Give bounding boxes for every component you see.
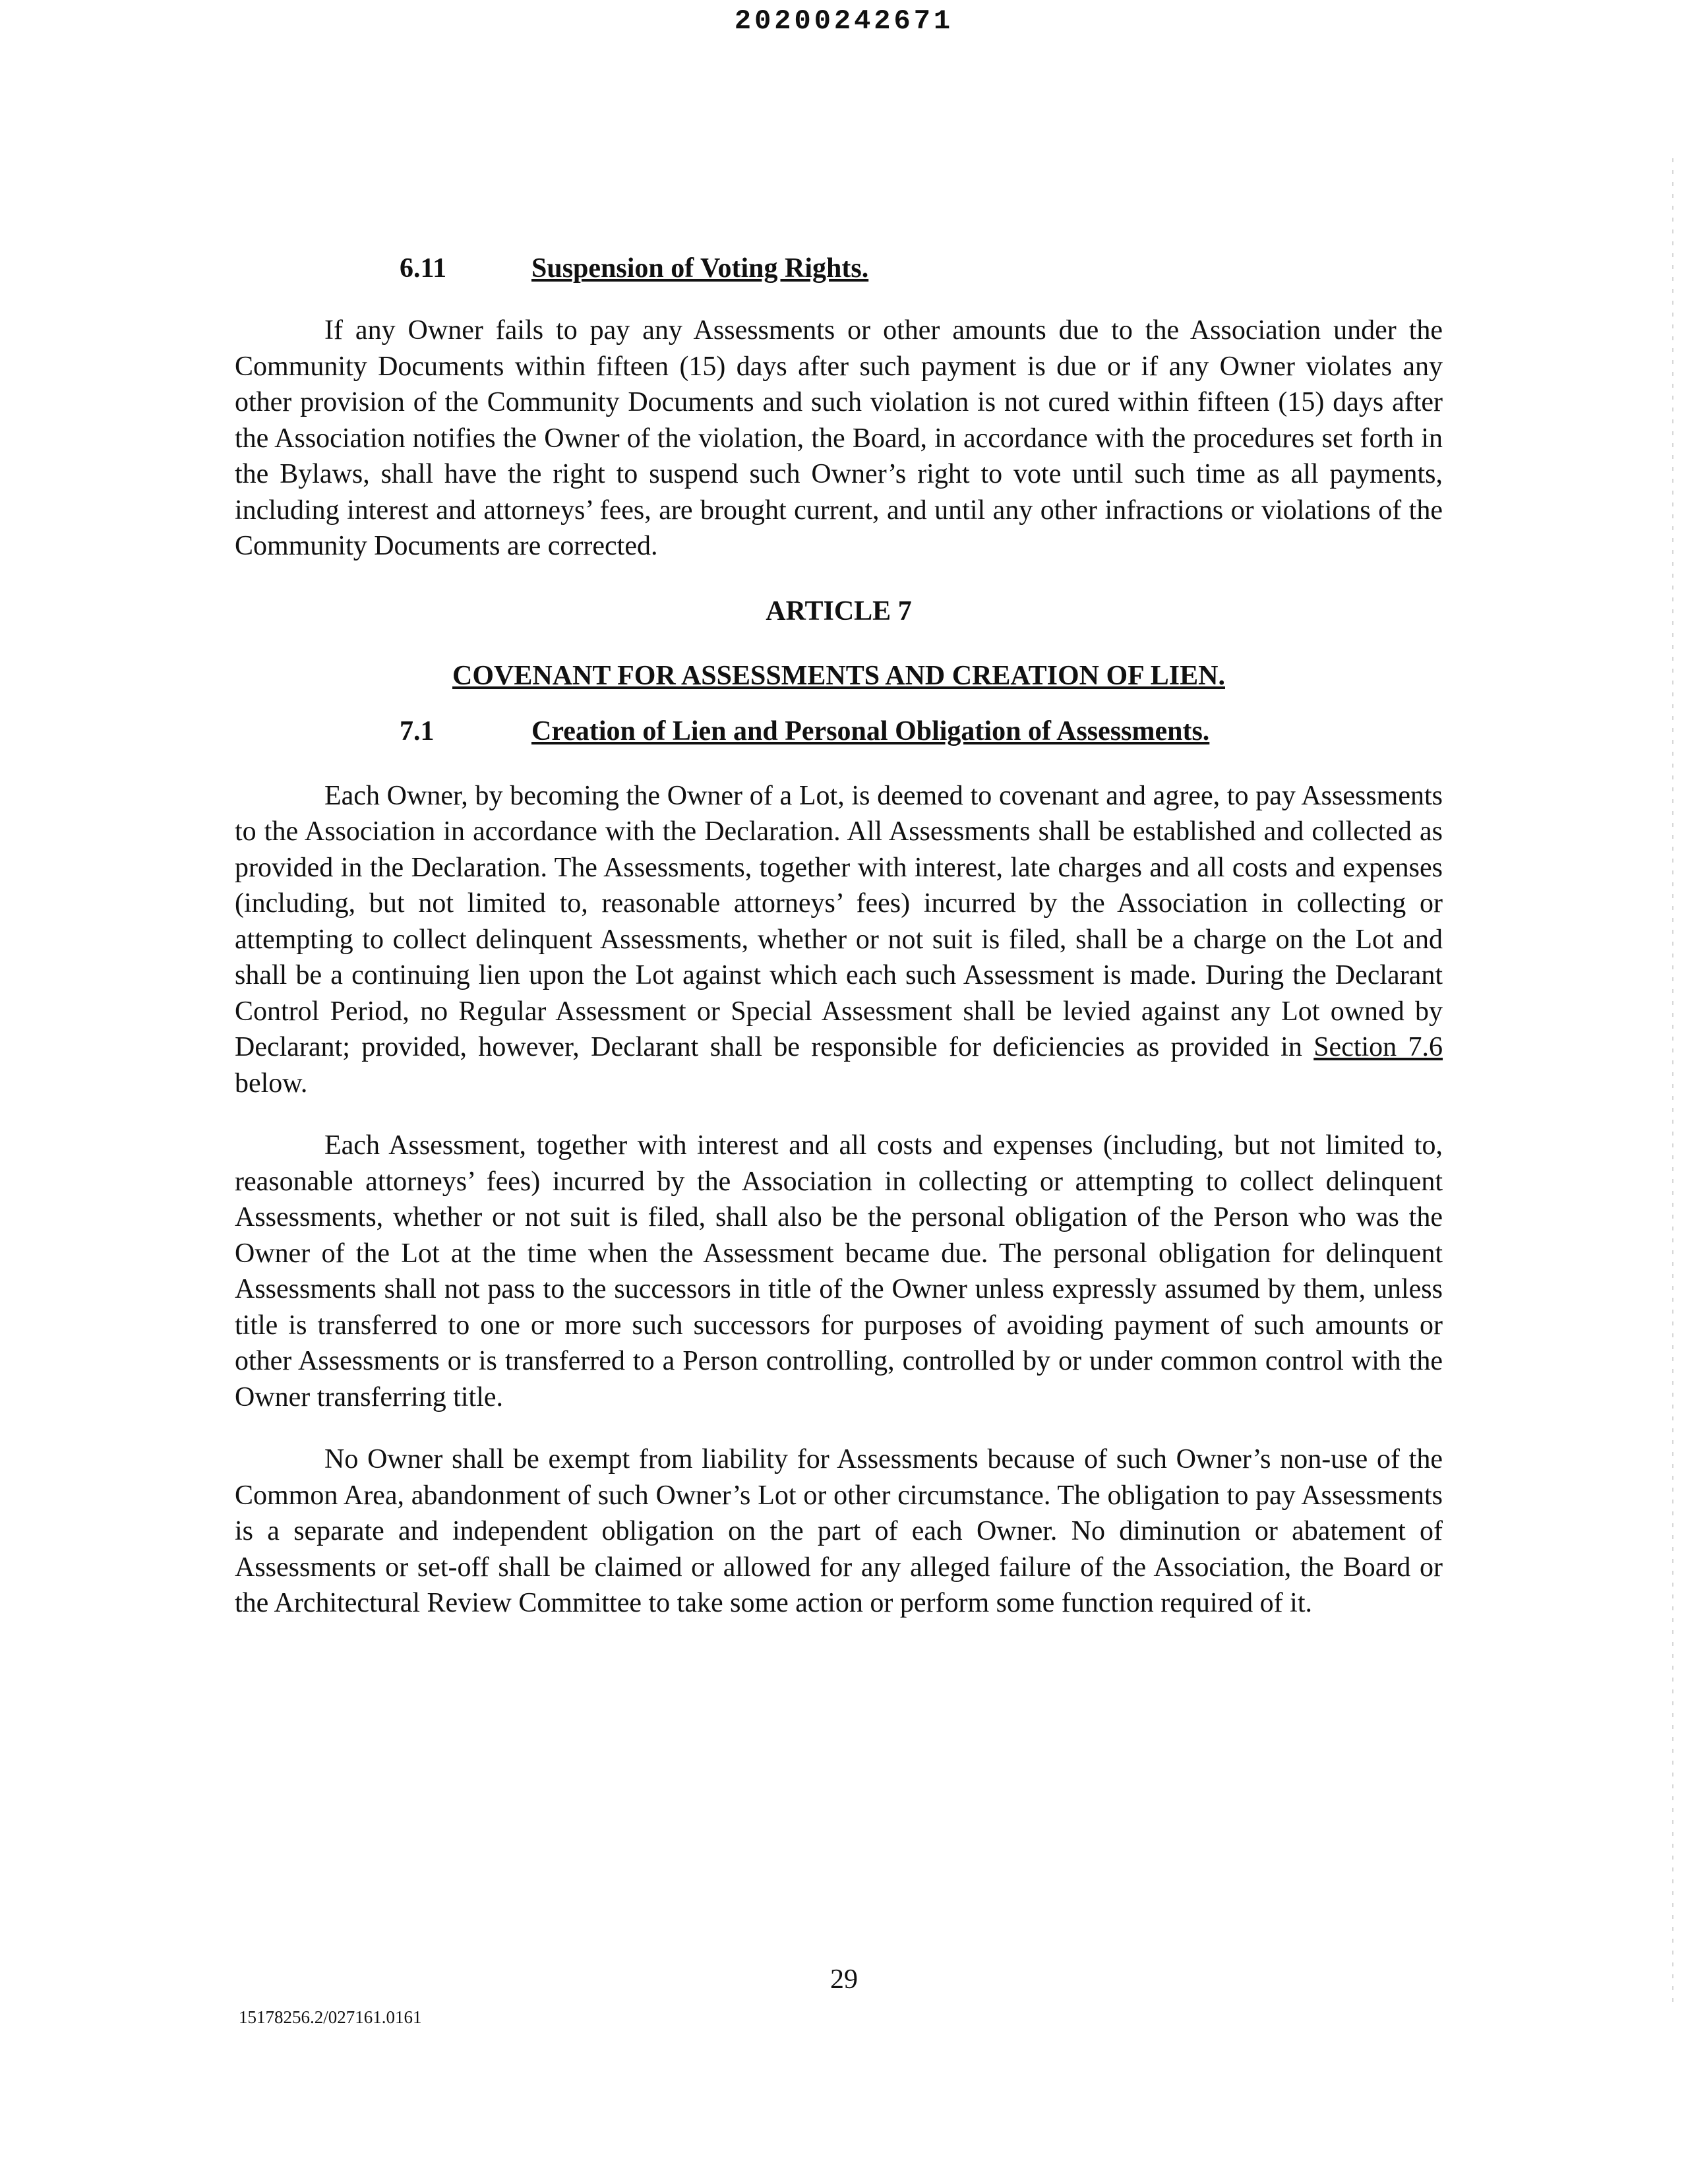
article-label: ARTICLE 7: [766, 595, 912, 626]
document-id: 15178256.2/027161.0161: [239, 2007, 422, 2027]
paragraph-text: Each Owner, by becoming the Owner of a Lot, is deemed to covenant and agree, to pay Assessments to the Association in accordance with the Declaration. All Assessments shall be established and collected as provided in the Declaration. The Assessments, together with interest, late charges and all costs and expenses (including, but not limited to, reasonable attorneys’ fees) incurred by the Association in collecting or attempting to collect delinquent Assessments, whether or not suit is filed, shall be a charge on the Lot and shall be a continuing lien upon the Lot against which each such Assessment is made. During the Declarant Control Period, no Regular Assessment or Special Assessment shall be levied against any Lot owned by Declarant; provided, however, Declarant shall be responsible for deficiencies as provided in: [235, 780, 1443, 1062]
section-6-11-heading: [235, 251, 1443, 286]
section-6-11-paragraph: If any Owner fails to pay any Assessments or other amounts due to the Association under the Community Documents within fifteen (15) days after such payment is due or if any Owner violates any other provision of the Community Documents and such violation is not cured within fifteen (15) days after the Association notifies the Owner of the violation, the Board, in accordance with the procedures set forth in the Bylaws, shall have the right to suspend such Owner’s right to vote until such time as all payments, including interest and attorneys’ fees, are brought current, and until any other infractions or violations of the Community Documents are corrected.: [235, 315, 1443, 561]
article-title: COVENANT FOR ASSESSMENTS AND CREATION OF LIEN.: [452, 660, 1225, 691]
section-number: 6.11: [400, 253, 447, 284]
page-body: [235, 251, 1443, 1622]
section-7-1-paragraph-1: [235, 778, 1443, 1102]
section-reference-link: Section 7.6: [1313, 1032, 1443, 1062]
section-7-1-heading: [235, 713, 1443, 749]
recording-number: 20200242671: [734, 5, 954, 37]
paragraph-text-tail: below.: [235, 1068, 308, 1099]
section-number: 7.1: [400, 715, 435, 746]
section-7-1-paragraph-2: Each Assessment, together with interest and all costs and expenses (including, but not limited to, reasonable attorneys’ fees) incurred by the Association in collecting or attempting to collect delinquent Assessments, whether or not suit is filed, shall also be the personal obligation of the Person who was the Owner of the Lot at the time when the Assessment became due. The personal obligation for delinquent Assessments shall not pass to the successors in title of the Owner unless expressly assumed by them, unless title is transferred to one or more such successors for purposes of avoiding payment of such amounts or other Assessments or is transferred to a Person controlling, controlled by or under common control with the Owner transferring title.: [235, 1130, 1443, 1412]
section-title: Suspension of Voting Rights.: [531, 253, 869, 284]
scan-edge-artifact: [1672, 158, 1673, 2005]
section-7-1-paragraph-3: No Owner shall be exempt from liability for Assessments because of such Owner’s non-use of the Common Area, abandonment of such Owner’s Lot or other circumstance. The obligation to pay Assessments is a separate and independent obligation on the part of each Owner. No diminution or abatement of Assessments or set-off shall be claimed or allowed for any alleged failure of the Association, the Board or the Architectural Review Committee to take some action or perform some function required of it.: [235, 1444, 1443, 1618]
page-number: 29: [830, 1964, 858, 1995]
section-title: Creation of Lien and Personal Obligation of Assessments.: [531, 715, 1210, 746]
